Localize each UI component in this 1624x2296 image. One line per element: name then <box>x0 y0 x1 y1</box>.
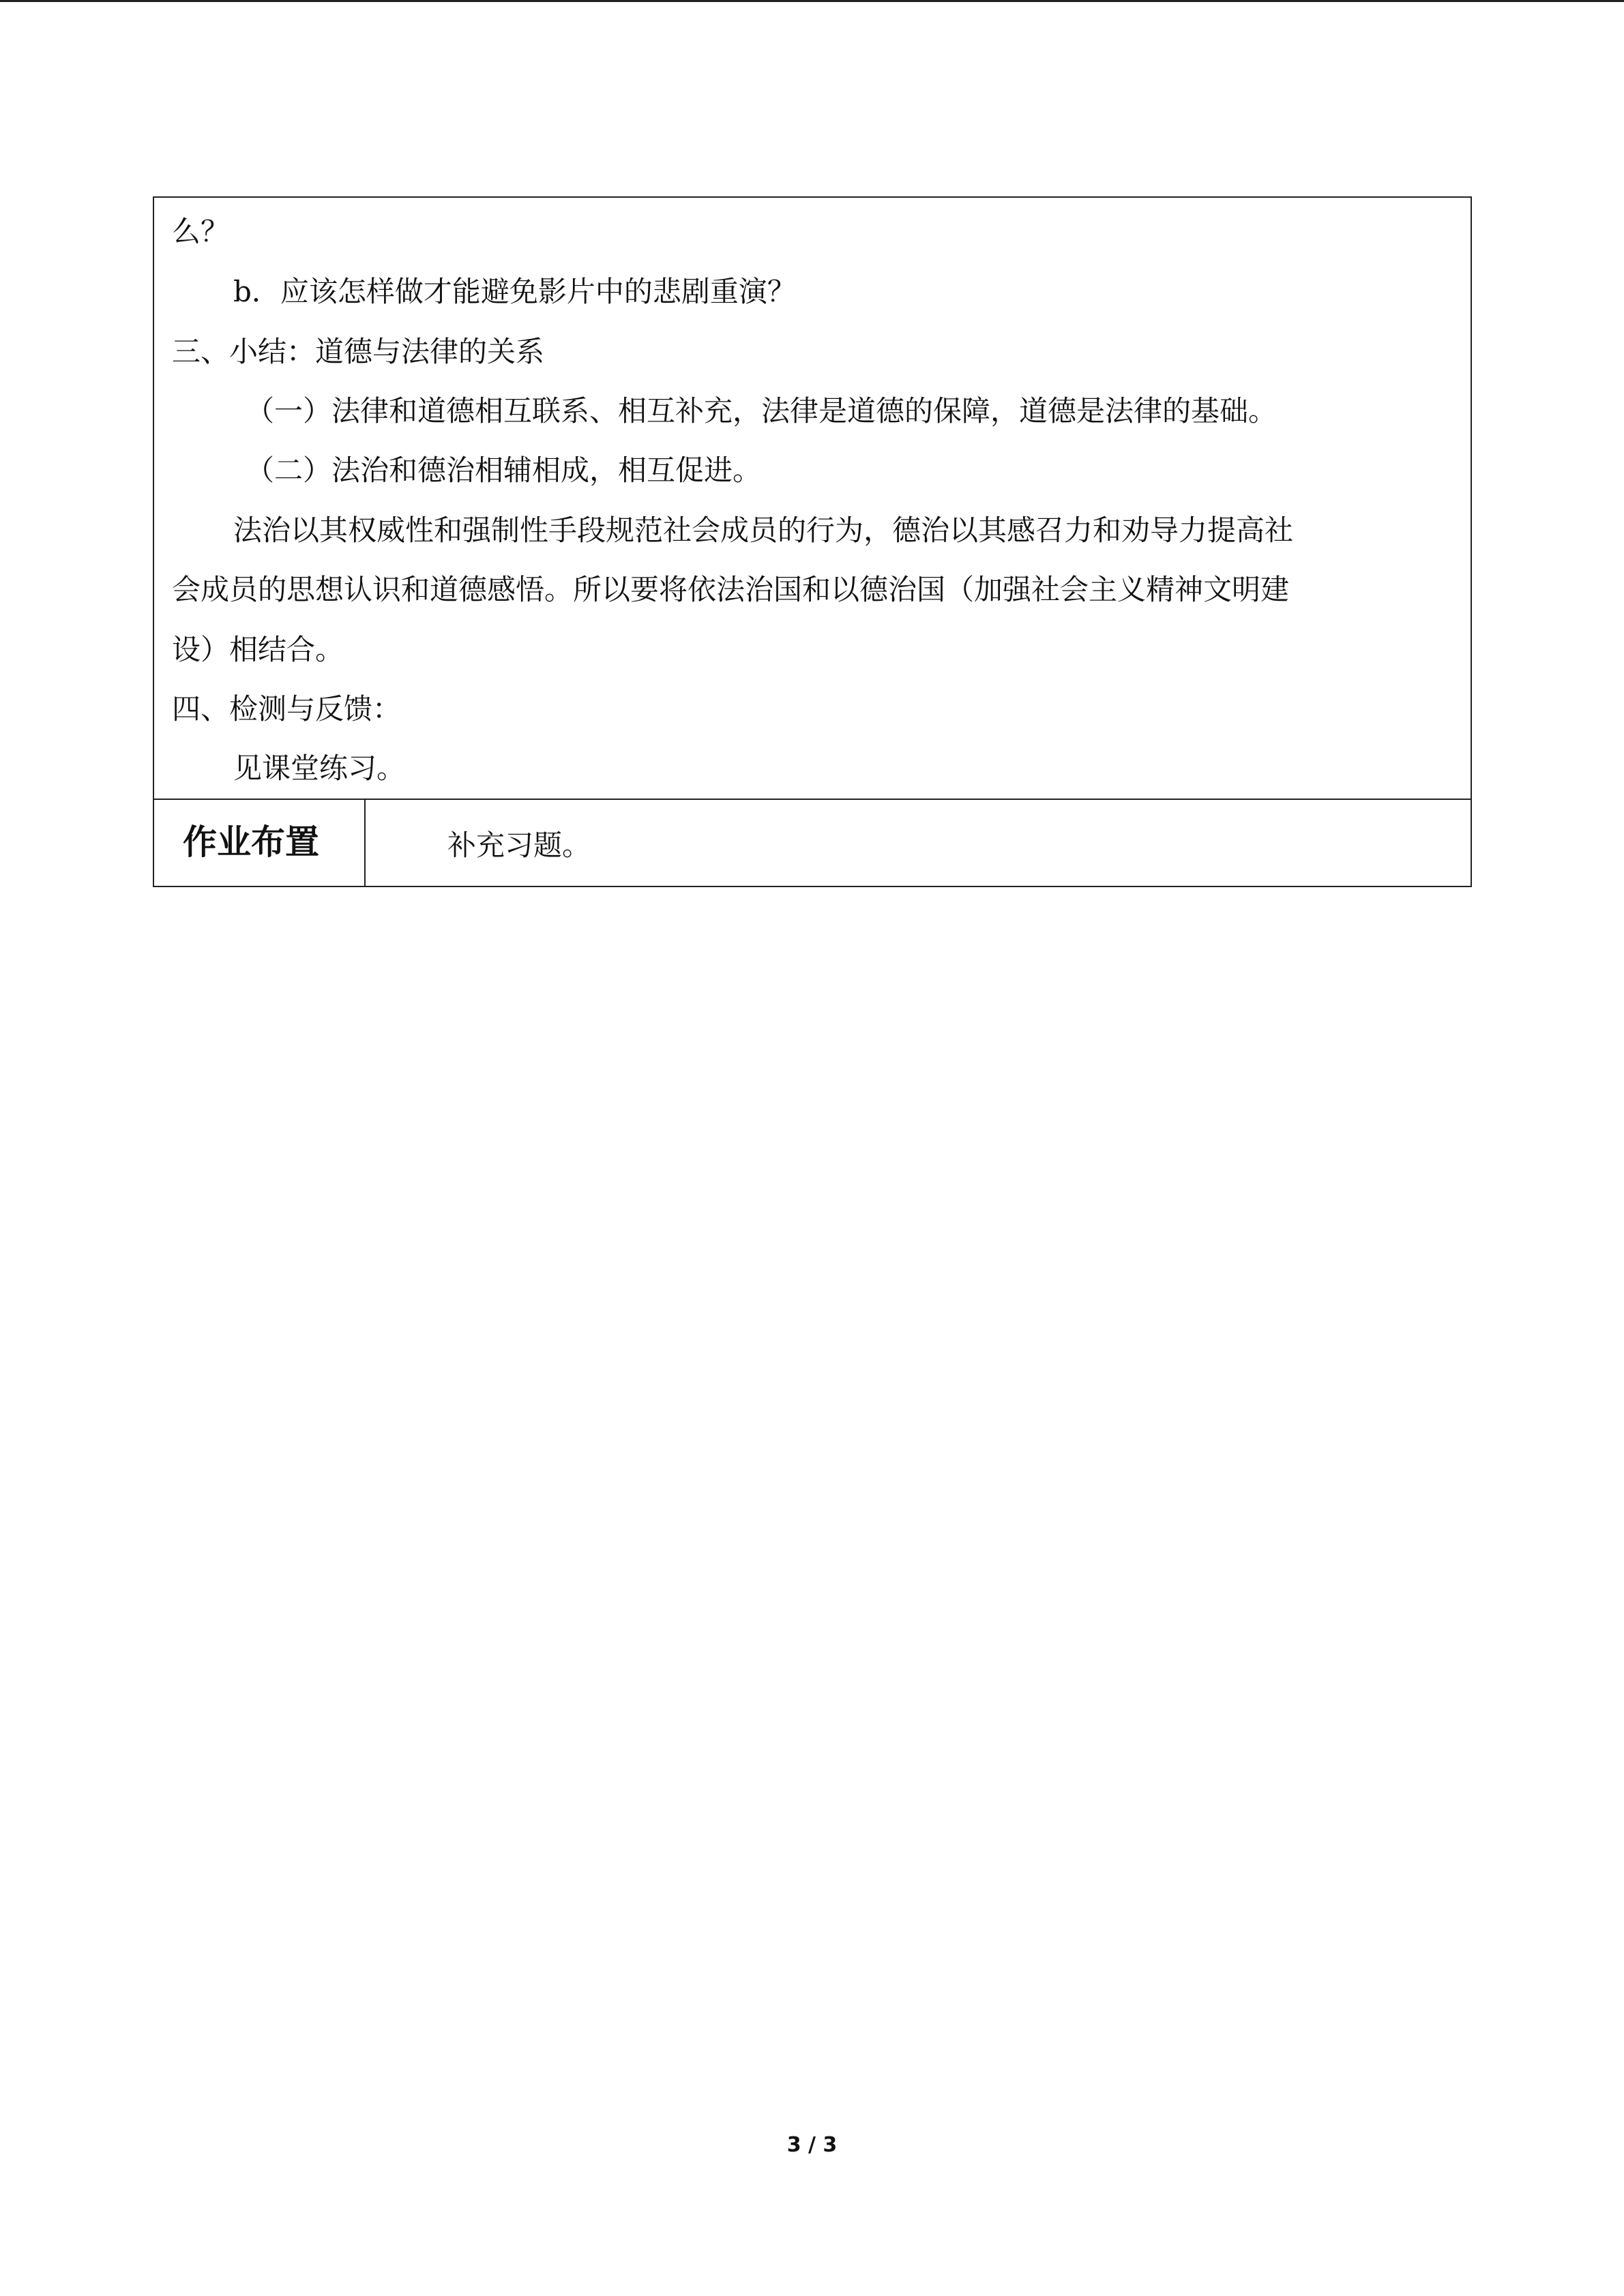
section-heading: 四、检测与反馈： <box>172 692 402 726</box>
section-heading: 三、小结：道德与法律的关系 <box>172 335 545 368</box>
homework-content: 补充习题。 <box>447 829 591 862</box>
content-line: 法治以其权威性和强制性手段规范社会成员的行为，德治以其感召力和劝导力提高社 <box>233 513 1294 547</box>
lesson-content-cell <box>154 198 1471 800</box>
content-line: 么？ <box>172 215 230 248</box>
page-top-border <box>0 0 1624 2</box>
lesson-plan-table <box>153 196 1472 887</box>
content-line: 设）相结合。 <box>172 633 344 666</box>
content-line: b．应该怎样做才能避免影片中的悲剧重演？ <box>233 275 796 308</box>
content-line: （二）法治和德治相辅相成，相互促进。 <box>246 453 762 487</box>
content-line: （一）法律和道德相互联系、相互补充，法律是道德的保障，道德是法律的基础。 <box>246 394 1278 428</box>
content-line: 会成员的思想认识和道德感悟。所以要将依法治国和以德治国（加强社会主义精神文明建 <box>172 573 1290 606</box>
homework-label: 作业布置 <box>183 822 319 862</box>
content-line: 见课堂练习。 <box>233 751 406 785</box>
page-number: 3 / 3 <box>786 2133 838 2157</box>
homework-label-cell <box>154 799 366 886</box>
